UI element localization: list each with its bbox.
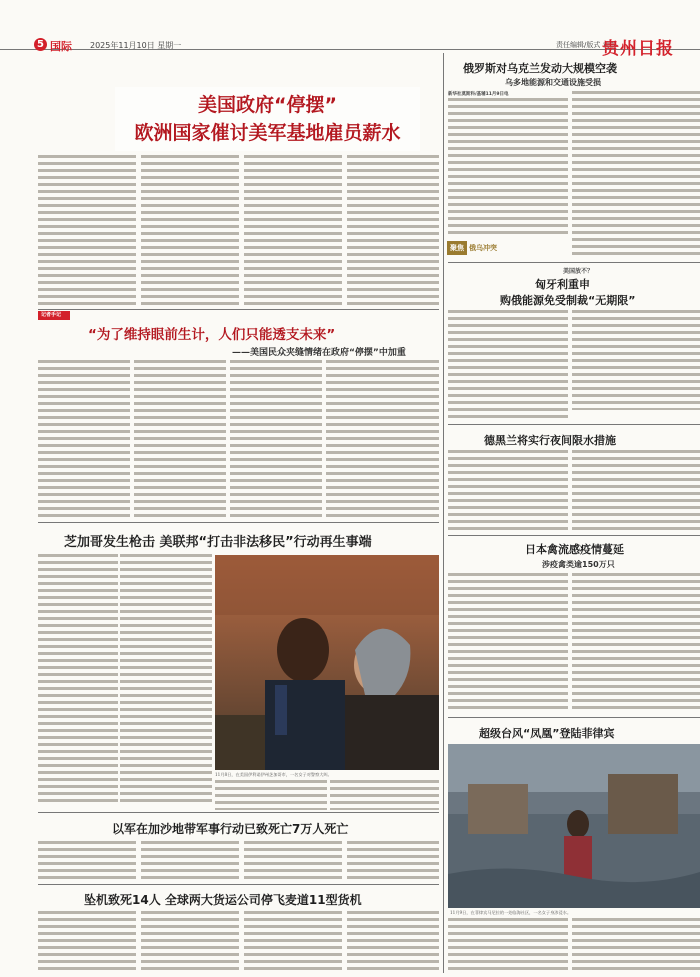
divider	[38, 522, 439, 523]
chicago-body-col3	[215, 780, 327, 810]
military-body-col4	[347, 841, 439, 881]
military-body-col3	[244, 841, 342, 881]
lead-title-line2: 欧洲国家催讨美军基地雇员薪水	[134, 122, 401, 144]
lead-body-col2	[141, 155, 239, 305]
divider	[448, 535, 700, 536]
typhoon-photo	[448, 744, 700, 908]
divider	[38, 309, 439, 310]
germany-body-col1	[448, 450, 568, 530]
plane-body-col4	[347, 911, 439, 971]
divider	[448, 262, 700, 263]
editor-credit: 责任编辑/版式 黄蔚	[556, 41, 617, 49]
plane-title: 坠机致死14人 全球两大货运公司停飞麦道11型货机	[84, 893, 362, 907]
japan-title: 日本禽流感疫情蔓延	[525, 543, 624, 556]
japan-body-col2	[572, 573, 700, 713]
divider	[38, 884, 439, 885]
chicago-photo	[215, 555, 439, 770]
divider	[38, 812, 439, 813]
military-body-col1	[38, 841, 136, 881]
report-subtitle: ——美国民众夹缝情绪在政府“停摆”中加重	[232, 348, 406, 358]
report-body-col1	[38, 360, 130, 518]
chicago-body-col1	[38, 554, 118, 804]
focus-topic: 俄乌冲突	[469, 244, 497, 252]
chicago-title: 芝加哥发生枪击 美联邦“打击非法移民”行动再生事端	[64, 535, 372, 550]
protest-photo-illustration	[215, 555, 439, 770]
russia-body-col1	[448, 98, 568, 238]
divider	[448, 717, 700, 718]
plane-body-col3	[244, 911, 342, 971]
focus-badge	[447, 241, 533, 255]
hungary-title: 匈牙利重申	[535, 278, 590, 291]
russia-subtitle: 乌多地能源和交通设施受损	[505, 78, 601, 87]
lead-body-col4	[347, 155, 439, 305]
report-body-col3	[230, 360, 322, 518]
hungary-body-col2	[572, 310, 700, 410]
newspaper-logo: 贵州日报	[602, 39, 674, 59]
divider	[448, 424, 700, 425]
section-name: 国际	[50, 40, 72, 53]
military-body-col2	[141, 841, 239, 881]
report-body-col4	[326, 360, 439, 518]
chicago-body-col2	[120, 554, 212, 804]
typhoon-title: 超级台风“凤凰”登陆菲律宾	[479, 727, 615, 740]
chicago-body-col4	[330, 780, 439, 810]
typhoon-body-col2	[572, 918, 700, 973]
japan-subtitle: 涉疫禽类逾150万只	[542, 560, 615, 569]
typhoon-body-col1	[448, 918, 568, 973]
russia-byline: 新华社莫斯科/基辅11月9日电	[448, 92, 509, 97]
lead-title-line1: 美国政府“停摆”	[198, 94, 337, 116]
typhoon-photo-caption: 11月9日，在菲律宾马尼拉的一处临海社区，一名女子身涉浸水。	[450, 910, 572, 915]
germany-body-col2	[572, 450, 700, 530]
military-title: 以军在加沙地带军事行动已致死亡7万人死亡	[112, 822, 349, 836]
focus-label: 聚焦	[447, 241, 467, 255]
japan-body-col1	[448, 573, 568, 713]
hungary-body-col1	[448, 310, 568, 420]
germany-title: 德黑兰将实行夜间限水措施	[484, 434, 616, 447]
chicago-photo-caption: 11月8日，在美国伊利诺伊州芝加哥市，一名女子对警察大叫。	[215, 772, 332, 777]
hungary-kicker: 美国放不？	[563, 268, 594, 275]
column-divider	[443, 53, 444, 973]
report-tag: 记者手记	[38, 311, 70, 320]
lead-body-col1	[38, 155, 136, 305]
lead-body-col3	[244, 155, 342, 305]
hungary-title2: 购俄能源免受制裁“无期限”	[500, 294, 636, 307]
russia-title: 俄罗斯对乌克兰发动大规模空袭	[463, 62, 617, 75]
report-body-col2	[134, 360, 226, 518]
plane-body-col2	[141, 911, 239, 971]
flood-photo-illustration	[448, 744, 700, 908]
report-title: “为了维持眼前生计，人们只能透支未来”	[88, 327, 336, 343]
lead-headline	[115, 87, 420, 151]
russia-body-col2	[572, 91, 700, 256]
page-number: 5	[34, 38, 47, 51]
plane-body-col1	[38, 911, 136, 971]
issue-date: 2025年11月10日 星期一	[90, 41, 182, 50]
